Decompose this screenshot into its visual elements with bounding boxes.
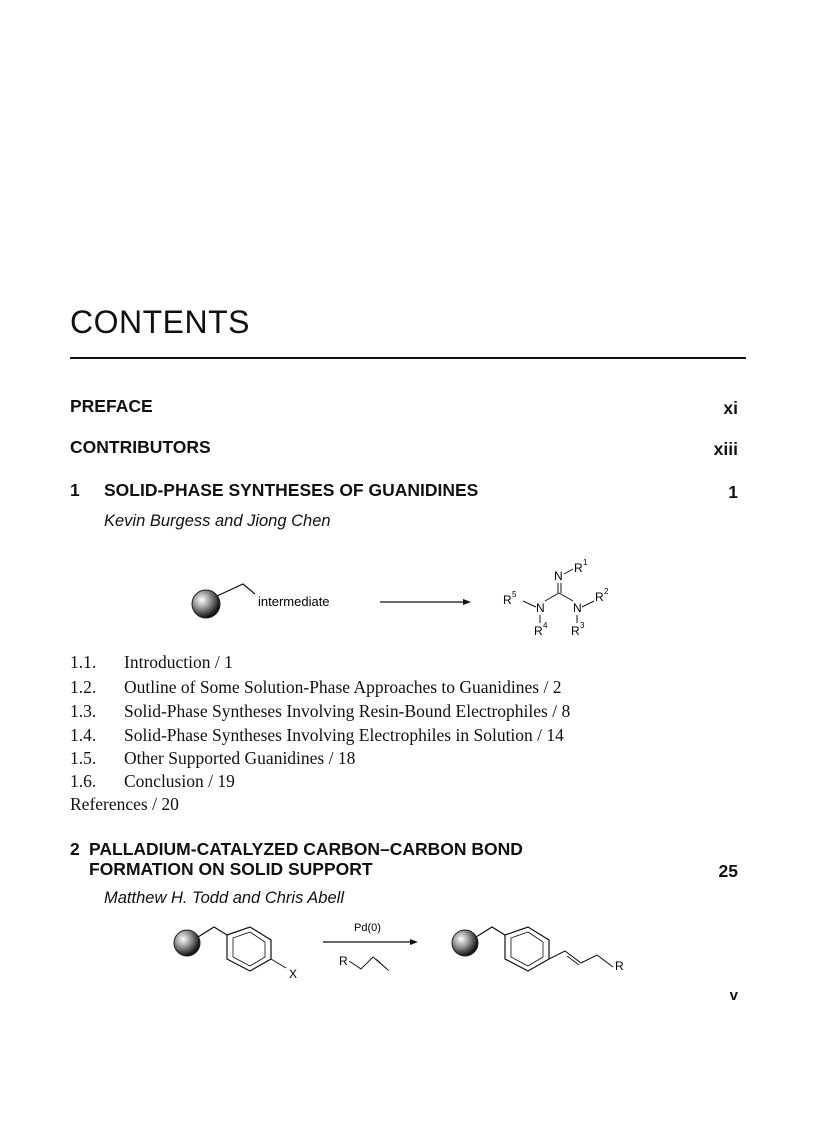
page-folio: v bbox=[729, 987, 738, 1004]
contributors-heading: CONTRIBUTORS bbox=[70, 437, 211, 457]
r2-superscript: 2 bbox=[604, 587, 609, 596]
chapter-1-title: SOLID-PHASE SYNTHESES OF GUANIDINES bbox=[104, 480, 479, 500]
linker-bond bbox=[217, 584, 255, 596]
references-entry: References / 20 bbox=[70, 794, 179, 814]
arrowhead-icon bbox=[463, 599, 471, 605]
section-1-3 bbox=[70, 701, 570, 722]
r4-group: R bbox=[534, 624, 543, 638]
section-number: 1.6. bbox=[70, 771, 97, 791]
section-number: 1.1. bbox=[70, 652, 97, 672]
section-1-1 bbox=[70, 652, 233, 673]
r2-group: R bbox=[595, 590, 604, 604]
section-title: Outline of Some Solution-Phase Approaches to Guanidines / 2 bbox=[124, 677, 562, 697]
page-title: CONTENTS bbox=[70, 304, 250, 340]
chapter-2-authors: Matthew H. Todd and Chris Abell bbox=[104, 889, 344, 907]
preface-heading: PREFACE bbox=[70, 396, 153, 416]
section-1-2 bbox=[70, 677, 561, 698]
section-number: 1.3. bbox=[70, 701, 97, 721]
title-rule bbox=[70, 357, 746, 359]
preface-page: xi bbox=[723, 398, 738, 418]
section-1-4 bbox=[70, 725, 564, 746]
guanidine-n-right: N bbox=[573, 601, 582, 615]
section-number: 1.5. bbox=[70, 748, 97, 768]
r3-superscript: 3 bbox=[580, 621, 585, 630]
product-r: R bbox=[615, 959, 624, 973]
contributors-page: xiii bbox=[713, 439, 738, 459]
leaving-group-x: X bbox=[289, 967, 298, 981]
arrowhead-icon bbox=[410, 939, 418, 945]
chapter-2-title-line-2: FORMATION ON SOLID SUPPORT bbox=[89, 859, 373, 879]
chapter-1-scheme bbox=[180, 555, 640, 655]
section-1-5 bbox=[70, 748, 355, 769]
catalyst-label: Pd(0) bbox=[354, 922, 381, 934]
r1-group: R bbox=[574, 561, 583, 575]
guanidine-n-left: N bbox=[536, 601, 545, 615]
section-title: Solid-Phase Syntheses Involving Resin-Bound Electrophiles / 8 bbox=[124, 701, 571, 721]
resin-bead-icon bbox=[452, 930, 478, 956]
allyl-reagent-r: R bbox=[339, 954, 348, 968]
chapter-2-scheme bbox=[165, 913, 665, 993]
chapter-2-title-line-1: PALLADIUM-CATALYZED CARBON–CARBON BOND bbox=[89, 839, 523, 859]
section-title: Other Supported Guanidines / 18 bbox=[124, 748, 356, 768]
section-title: Solid-Phase Syntheses Involving Electrophiles in Solution / 14 bbox=[124, 725, 564, 745]
r3-group: R bbox=[571, 624, 580, 638]
benzene-ring-icon bbox=[505, 927, 549, 971]
section-1-6 bbox=[70, 771, 235, 792]
chapter-2-number: 2 bbox=[70, 839, 80, 859]
chapter-2-page: 25 bbox=[718, 861, 738, 881]
section-number: 1.4. bbox=[70, 725, 97, 745]
chapter-1-number: 1 bbox=[70, 480, 80, 500]
section-number: 1.2. bbox=[70, 677, 97, 697]
r5-superscript: 5 bbox=[512, 590, 517, 599]
section-title: Conclusion / 19 bbox=[124, 771, 235, 791]
r4-superscript: 4 bbox=[543, 621, 548, 630]
chapter-1-authors: Kevin Burgess and Jiong Chen bbox=[104, 512, 331, 530]
section-title: Introduction / 1 bbox=[124, 652, 233, 672]
resin-bead-icon bbox=[174, 930, 200, 956]
benzene-ring-icon bbox=[227, 927, 271, 971]
r1-superscript: 1 bbox=[583, 558, 588, 567]
r5-group: R bbox=[503, 593, 512, 607]
intermediate-label: intermediate bbox=[258, 594, 330, 609]
guanidine-n-imine: N bbox=[554, 569, 563, 583]
chapter-1-page: 1 bbox=[728, 482, 738, 502]
resin-bead-icon bbox=[192, 590, 220, 618]
